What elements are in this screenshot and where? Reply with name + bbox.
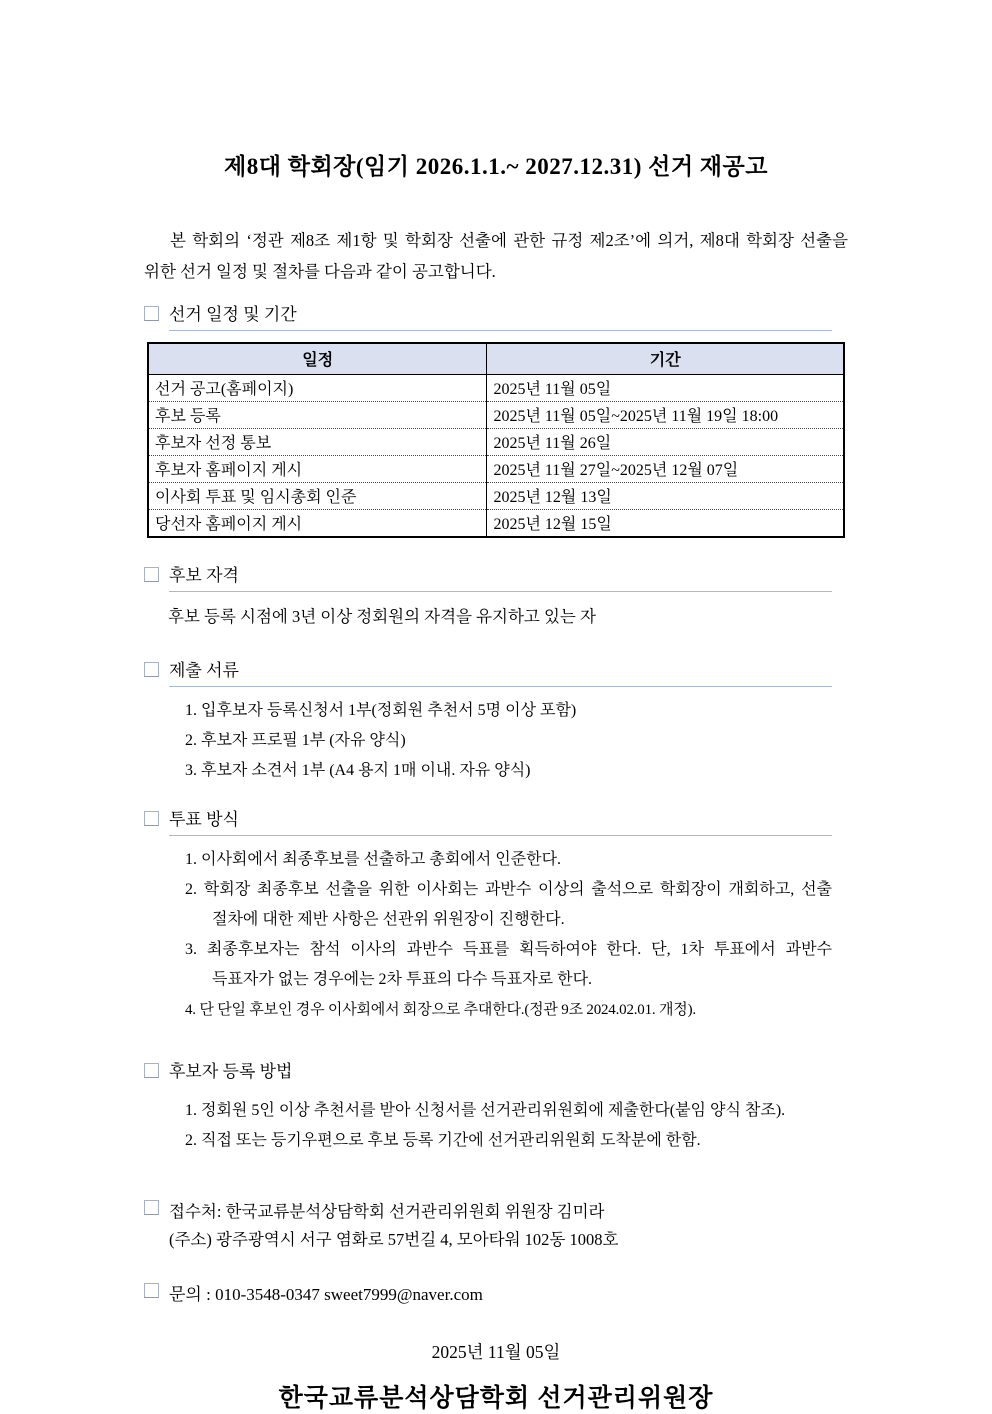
list-item: 2. 직접 또는 등기우편으로 후보 등록 기간에 선거관리위원회 도착분에 한함.	[185, 1132, 701, 1149]
list-item: 3. 후보자 소견서 1부 (A4 용지 1매 이내. 자유 양식)	[185, 762, 531, 779]
period-cell: 2025년 12월 15일	[487, 510, 844, 538]
qualification-body: 후보 등록 시점에 3년 이상 정회원의 자격을 유지하고 있는 자	[168, 607, 596, 626]
period-cell: 2025년 11월 05일	[487, 375, 844, 402]
section-voting	[144, 809, 848, 1025]
schedule-cell: 이사회 투표 및 임시총회 인준	[148, 483, 487, 510]
section-voting-heading: 투표 방식	[169, 810, 239, 829]
checkbox-icon	[144, 1283, 159, 1298]
list-item: 2. 학회장 최종후보 선출을 위한 이사회는 과반수 이상의 출석으로 학회장이 개회하고, 선출 절차에 대한 제반 사항은 선관위 위원장이 진행한다.	[185, 881, 832, 928]
table-header-row	[148, 343, 844, 375]
section-registration	[144, 1061, 848, 1156]
schedule-cell: 선거 공고(홈페이지)	[148, 375, 487, 402]
period-cell: 2025년 12월 13일	[487, 483, 844, 510]
list-item: 3. 최종후보자는 참석 이사의 과반수 득표를 획득하여야 한다. 단, 1차 투표에서 과반수 득표자가 없는 경우에는 2차 투표의 다수 득표자로 한다.	[185, 941, 832, 988]
checkbox-icon	[144, 662, 159, 677]
section-schedule	[144, 304, 848, 538]
section-documents-heading-row	[144, 660, 848, 687]
section-qualification-heading-row	[144, 565, 848, 592]
heading-text-wrap	[169, 1061, 832, 1087]
table-row	[148, 483, 844, 510]
section-documents-heading: 제출 서류	[169, 661, 239, 680]
section-registration-heading-row	[144, 1061, 848, 1087]
documents-list	[185, 696, 832, 786]
list-item: 2. 후보자 프로필 1부 (자유 양식)	[185, 732, 406, 749]
heading-underline	[169, 565, 832, 592]
checkbox-icon	[144, 1063, 159, 1078]
heading-underline	[169, 660, 832, 687]
contact-line: 문의 : 010-3548-0347 sweet7999@naver.com	[169, 1285, 483, 1304]
table-row	[148, 510, 844, 538]
heading-underline	[169, 809, 832, 836]
section-schedule-heading: 선거 일정 및 기간	[169, 305, 297, 324]
section-registration-heading: 후보자 등록 방법	[169, 1062, 293, 1081]
list-item: 4. 단 단일 후보인 경우 이사회에서 회장으로 추대한다.(정관 9조 2024.02.01. 개정).	[185, 1002, 696, 1018]
schedule-table	[147, 342, 845, 538]
section-qualification-heading: 후보 자격	[169, 566, 239, 585]
heading-underline	[169, 304, 832, 331]
table-row	[148, 375, 844, 402]
document-title: 제8대 학회장(임기 2026.1.1.~ 2027.12.31) 선거 재공고	[224, 154, 768, 179]
checkbox-icon	[144, 306, 159, 321]
section-documents	[144, 660, 848, 786]
schedule-cell: 후보자 선정 통보	[148, 429, 487, 456]
period-cell: 2025년 11월 26일	[487, 429, 844, 456]
registration-list	[185, 1096, 832, 1156]
section-schedule-heading-row	[144, 304, 848, 331]
table-row	[148, 402, 844, 429]
period-cell: 2025년 11월 05일~2025년 11월 19일 18:00	[487, 402, 844, 429]
schedule-cell: 후보자 홈페이지 게시	[148, 456, 487, 483]
section-qualification	[144, 565, 848, 629]
reception-text	[169, 1198, 848, 1254]
period-cell: 2025년 11월 27일~2025년 12월 07일	[487, 456, 844, 483]
checkbox-icon	[144, 811, 159, 826]
announcement-date: 2025년 11월 05일	[431, 1342, 561, 1362]
reception-line2: (주소) 광주광역시 서구 염화로 57번길 4, 모아타워 102동 1008호	[169, 1230, 619, 1249]
section-voting-heading-row	[144, 809, 848, 836]
list-item: 1. 이사회에서 최종후보를 선출하고 총회에서 인준한다.	[185, 851, 562, 868]
checkbox-icon	[144, 1200, 159, 1215]
section-contact	[144, 1281, 848, 1309]
section-reception	[144, 1198, 848, 1254]
checkbox-icon	[144, 567, 159, 582]
table-header-period: 기간	[487, 343, 844, 375]
reception-line1: 접수처: 한국교류분석상담학회 선거관리위원회 위원장 김미라	[169, 1202, 605, 1221]
signature: 한국교류분석상담학회 선거관리위원장	[278, 1385, 714, 1412]
table-row	[148, 456, 844, 483]
table-row	[148, 429, 844, 456]
schedule-cell: 후보 등록	[148, 402, 487, 429]
table-header-schedule: 일정	[148, 343, 487, 375]
list-item: 1. 정회원 5인 이상 추천서를 받아 신청서를 선거관리위원회에 제출한다(붙임 양식 참조).	[185, 1102, 786, 1119]
list-item: 1. 입후보자 등록신청서 1부(정회원 추천서 5명 이상 포함)	[185, 702, 577, 719]
schedule-cell: 당선자 홈페이지 게시	[148, 510, 487, 538]
intro-paragraph: 본 학회의 ‘정관 제8조 제1항 및 학회장 선출에 관한 규정 제2조’에 의거, 제8대 학회장 선출을 위한 선거 일정 및 절차를 다음과 같이 공고합니다.	[144, 231, 848, 281]
voting-list	[185, 845, 832, 1025]
